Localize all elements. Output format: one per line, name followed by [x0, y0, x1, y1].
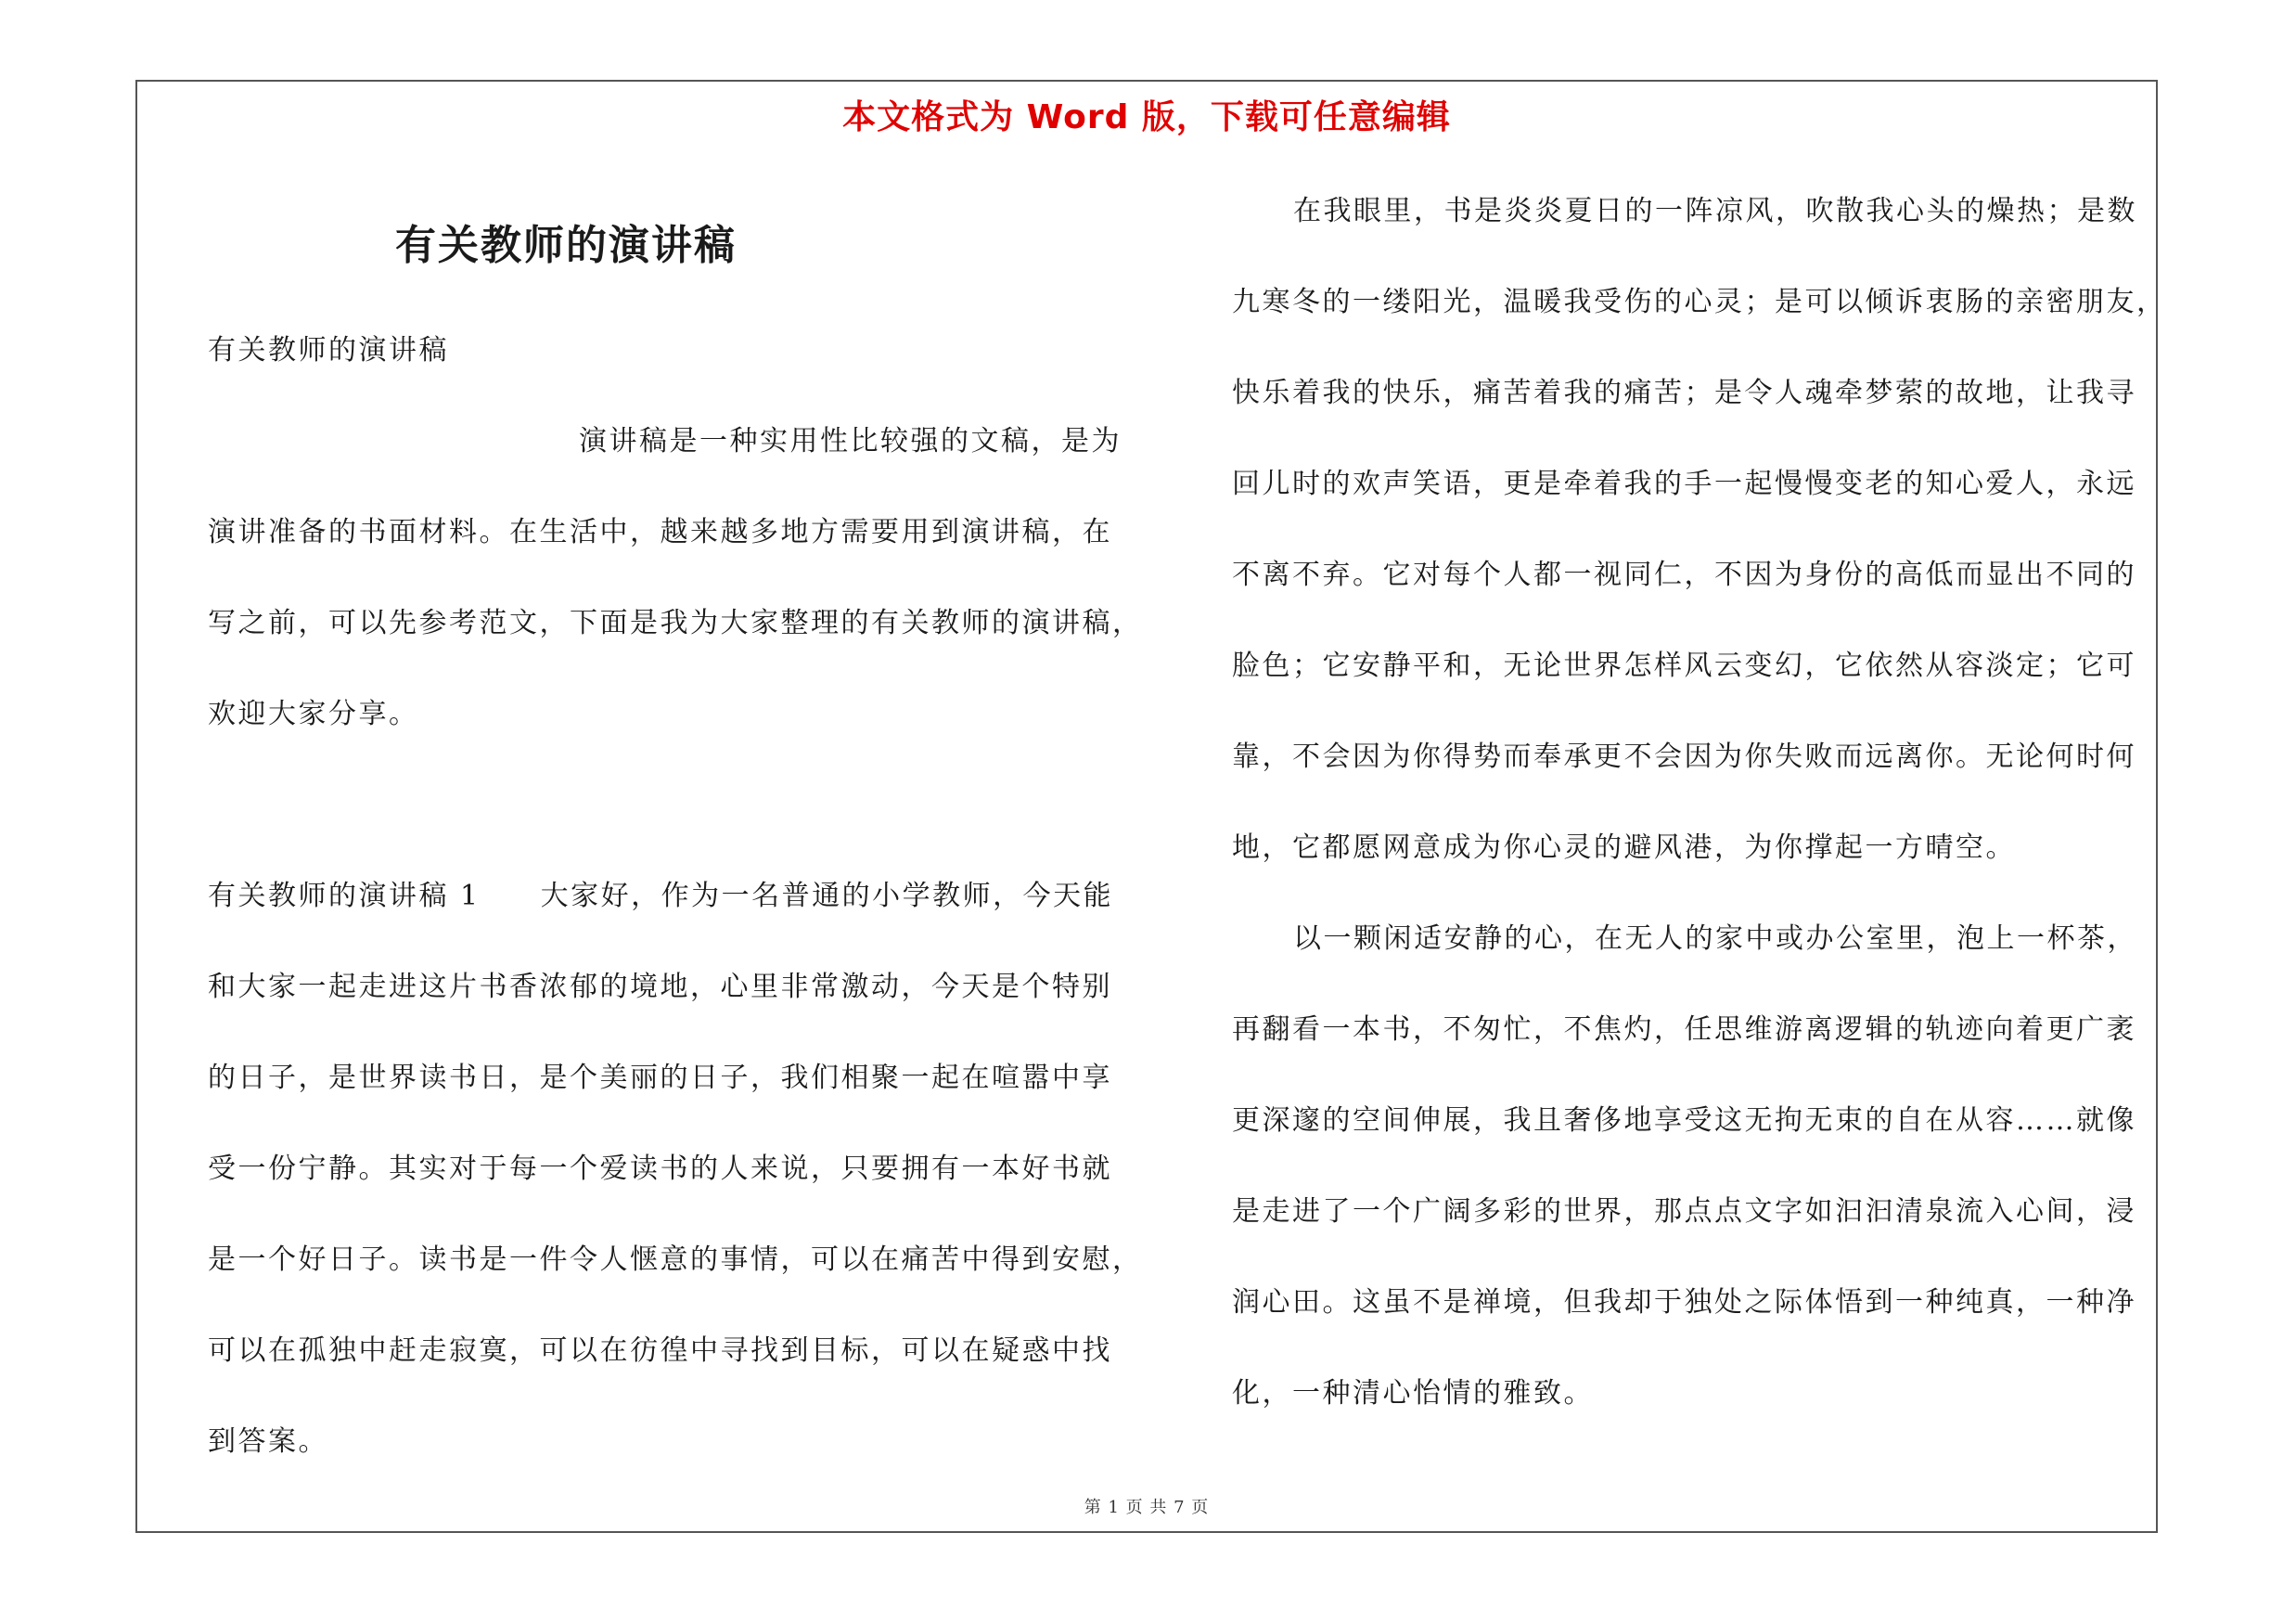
paragraph-line: 润心田。这虽不是禅境，但我却于独处之际体悟到一种纯真，一种净	[1232, 1286, 2136, 1319]
paragraph-line: 是一个好日子。读书是一件令人惬意的事情，可以在痛苦中得到安慰，	[208, 1243, 1143, 1276]
paragraph-line: 和大家一起走进这片书香浓郁的境地，心里非常激动，今天是个特别	[208, 971, 1112, 1003]
paragraph-line: 九寒冬的一缕阳光，温暖我受伤的心灵；是可以倾诉衷肠的亲密朋友，	[1232, 286, 2167, 318]
paragraph-line: 化，一种清心怡情的雅致。	[1232, 1377, 1594, 1410]
paragraph-line: 快乐着我的快乐，痛苦着我的痛苦；是令人魂牵梦萦的故地，让我寻	[1232, 377, 2136, 409]
paragraph-line: 演讲准备的书面材料。在生活中，越来越多地方需要用到演讲稿，在	[208, 516, 1112, 548]
paragraph-line: 的日子，是世界读书日，是个美丽的日子，我们相聚一起在喧嚣中享	[208, 1062, 1112, 1094]
paragraph-line: 受一份宁静。其实对于每一个爱读书的人来说，只要拥有一本好书就	[208, 1153, 1112, 1185]
paragraph-line: 有关教师的演讲稿 1 大家好，作为一名普通的小学教师，今天能	[208, 880, 1114, 912]
page-frame	[135, 80, 2167, 1533]
paragraph-line: 在我眼里，书是炎炎夏日的一阵凉风，吹散我心头的燥热；是数	[1293, 195, 2137, 227]
paragraph-line: 以一颗闲适安静的心，在无人的家中或办公室里，泡上一杯茶，	[1293, 922, 2137, 955]
paragraph-line: 地，它都愿网意成为你心灵的避风港，为你撑起一方晴空。	[1232, 831, 2016, 864]
page-number-footer: 第 1 页 共 7 页	[1084, 1498, 1210, 1517]
format-banner: 本文格式为 Word 版，下载可任意编辑	[842, 98, 1451, 136]
paragraph-line: 欢迎大家分享。	[208, 698, 419, 730]
paragraph-line: 演讲稿是一种实用性比较强的文稿，是为	[579, 425, 1122, 457]
document-title: 有关教师的演讲稿	[395, 222, 737, 269]
paragraph-line: 不离不弃。它对每个人都一视同仁，不因为身份的高低而显出不同的	[1232, 559, 2136, 591]
paragraph-line: 再翻看一本书，不匆忙，不焦灼，任思维游离逻辑的轨迹向着更广袤	[1232, 1013, 2136, 1046]
paragraph-line: 脸色；它安静平和，无论世界怎样风云变幻，它依然从容淡定；它可	[1232, 650, 2136, 682]
paragraph-line: 写之前，可以先参考范文，下面是我为大家整理的有关教师的演讲稿，	[208, 607, 1143, 639]
paragraph-line: 回儿时的欢声笑语，更是牵着我的手一起慢慢变老的知心爱人，永远	[1232, 468, 2136, 500]
paragraph-line: 靠，不会因为你得势而奉承更不会因为你失败而远离你。无论何时何	[1232, 741, 2136, 773]
paragraph-line: 是走进了一个广阔多彩的世界，那点点文字如汩汩清泉流入心间，浸	[1232, 1195, 2136, 1228]
paragraph-line: 更深邃的空间伸展，我且奢侈地享受这无拘无束的自在从容……就像	[1232, 1104, 2136, 1137]
paragraph-line: 可以在孤独中赶走寂寞，可以在彷徨中寻找到目标，可以在疑惑中找	[208, 1334, 1112, 1367]
paragraph-line: 到答案。	[208, 1425, 328, 1458]
paragraph-line: 有关教师的演讲稿	[208, 334, 449, 367]
